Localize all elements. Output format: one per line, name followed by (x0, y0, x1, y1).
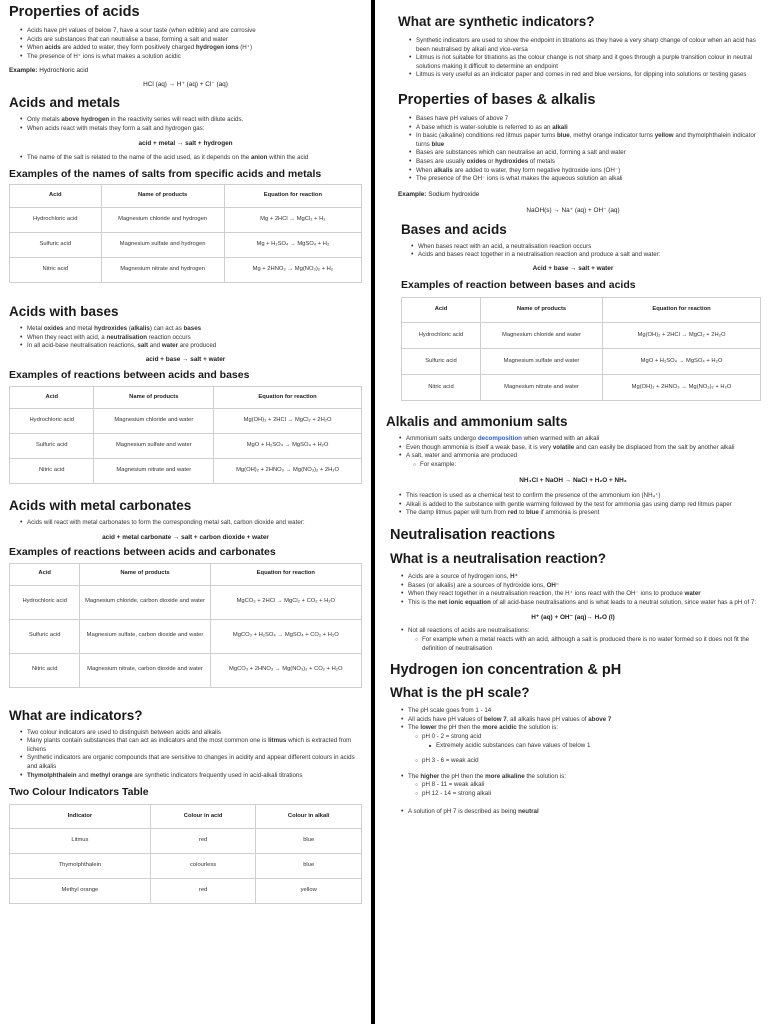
table-header: Name of products (80, 563, 210, 585)
sub-list-example (386, 461, 760, 470)
table-header: Name of products (94, 386, 214, 408)
list-item: • Acids will react with metal carbonates to form the corresponding metal salt, carbon dioxide and water: (21, 519, 362, 528)
list-item: • This reaction is used as a chemical test to confirm the presence of the ammonium ion (NH₄⁺) (400, 492, 760, 501)
table-header: Acid (10, 185, 102, 208)
list-item: • Bases (or alkalis) are a sources of hydroxide ions, OH⁻ (402, 582, 760, 591)
salts-table (9, 184, 362, 283)
list-item: • A salt, water and ammonia are produced (400, 452, 760, 461)
table-header: Acid (10, 563, 80, 585)
list-item: ○ For example when a metal reacts with an acid, although a salt is produced there is no water formed so it does not fit the definition of neutralisation (416, 636, 760, 653)
list-item: • The pH scale goes from 1 - 14 (402, 707, 760, 716)
left-column (0, 0, 370, 1024)
heading-carbonates-table: Examples of reactions between acids and carbonates (9, 545, 276, 558)
heading-indicators-table: Two Colour Indicators Table (9, 786, 149, 799)
table-header: Colour in alkali (256, 805, 362, 829)
list-item: • The damp litmus paper will turn from red to blue if ammonia is present (400, 509, 760, 518)
table-header: Acid (402, 297, 481, 322)
list-indicators (9, 729, 362, 781)
table-header: Equation for reaction (224, 185, 361, 208)
list-not-neutralisation (386, 627, 760, 636)
list-item: ○ pH 0 - 2 = strong acid (416, 733, 760, 742)
table-row: Nitric acid Magnesium nitrate and water Mg(OH)₂ + 2HNO₃ → Mg(NO₃)₂ + 2H₂O (10, 458, 362, 483)
list-item: • All acids have pH values of below 7, all alkalis have pH values of above 7 (402, 716, 760, 725)
table-header: Equation for reaction (210, 563, 361, 585)
list-item: ○ pH 3 - 6 = weak acid (416, 757, 760, 766)
table-header: Name of products (101, 185, 224, 208)
bases-acids-table (401, 297, 761, 401)
list-item: • When acids are added to water, they form positively charged hydrogen ions (H⁺) (21, 44, 362, 53)
equation-acid-metal: acid + metal → salt + hydrogen (138, 139, 233, 147)
heading-what-are-indicators: What are indicators? (9, 707, 143, 723)
list-item: • Ammonium salts undergo decomposition when warmed with an alkali (400, 435, 760, 444)
table-header: Colour in acid (150, 805, 256, 829)
equation-naoh: NaOH(s) → Na⁺ (aq) + OH⁻ (aq) (526, 206, 620, 214)
list-item: ○ For example: (414, 461, 760, 470)
table-header: Indicator (10, 805, 151, 829)
list-item: • Acids and bases react together in a neutralisation reaction and produce a salt and water: (412, 251, 760, 260)
list-item: • Acids have pH values of below 7, have a sour taste (when edible) and are corrosive (21, 27, 362, 36)
table-row: Methyl orange red yellow (10, 879, 362, 904)
sub-list-extreme (386, 742, 760, 751)
list-item: • Litmus is not suitable for titrations as the colour change is not sharp and it goes through a purple transition colour in neutral solutions making it difficult to determine an endpoint (410, 54, 760, 71)
table-header: Equation for reaction (603, 297, 761, 322)
heading-synthetic-indicators: What are synthetic indicators? (398, 14, 595, 29)
sub-list-weak-acid (386, 757, 760, 766)
table-header: Equation for reaction (214, 386, 362, 408)
list-ammonium (386, 435, 760, 461)
list-neutralisation (386, 573, 760, 607)
heading-bases-acids-table: Examples of reaction between bases and acids (401, 278, 636, 291)
decomposition-link[interactable]: decomposition (477, 434, 522, 442)
list-higher-ph (386, 773, 760, 782)
table-row: Nitric acid Magnesium nitrate and hydrogen Mg + 2HNO₃ → Mg(NO₃)₂ + H₂ (10, 258, 362, 283)
list-item: ○ pH 12 - 14 = strong alkali (416, 790, 760, 799)
acids-bases-table (9, 386, 362, 484)
sub-list-alkali-ranges (386, 781, 760, 798)
heading-ph-scale: What is the pH scale? (390, 685, 530, 701)
indicators-table (9, 804, 362, 904)
list-properties-of-acids (9, 27, 362, 61)
list-item: • When bases react with an acid, a neutralisation reaction occurs (412, 243, 760, 252)
right-column (378, 0, 768, 1024)
equation-net-ionic: H⁺ (aq) + OH⁻ (aq)→ H₂O (l) (531, 614, 615, 622)
equation-acid-carbonate: acid + metal carbonate → salt + carbon dioxide + water (102, 533, 269, 541)
heading-what-is-neutralisation: What is a neutralisation reaction? (390, 551, 607, 567)
list-item: • Litmus is very useful as an indicator paper and comes in red and blue versions, for dipping into solutions or testing gases (410, 71, 760, 80)
heading-bases-table: Examples of reactions between acids and bases (9, 368, 250, 381)
list-item: • Bases are substances which can neutralise an acid, forming a salt and water (410, 149, 760, 158)
list-item: • Only metals above hydrogen in the reactivity series will react with dilute acids. (21, 116, 362, 125)
table-row: Thymolphthalein colourless blue (10, 854, 362, 879)
heading-hydrogen-ion-ph: Hydrogen ion concentration & pH (390, 662, 622, 679)
list-neutral (386, 808, 760, 817)
heading-bases-and-acids: Bases and acids (401, 221, 507, 237)
equation-base-acid: Acid + base → salt + water (532, 264, 614, 272)
table-row: Hydrochloric acid Magnesium chloride and hydrogen Mg + 2HCl → MgCl₂ + H₂ (10, 208, 362, 233)
table-row: Sulfuric acid Magnesium sulfate and water MgO + H₂SO₄ → MgSO₄ + H₂O (402, 348, 761, 374)
heading-salts-table: Examples of the names of salts from specific acids and metals (9, 168, 322, 181)
list-item: • The lower the pH then the more acidic the solution is: (402, 724, 760, 733)
list-item: • When they react with acid, a neutralisation reaction occurs (21, 334, 362, 343)
list-item: • In basic (alkaline) conditions red litmus paper turns blue, methyl orange indicator turns yellow and thymolphthalein indicator turns blue (410, 132, 760, 149)
list-item: • Acids are a source of hydrogen ions, H⁺ (402, 573, 760, 582)
list-properties-of-bases (386, 115, 760, 184)
table-row: Hydrochloric acid Magnesium chloride and water Mg(OH)₂ + 2HCl → MgCl₂ + 2H₂O (10, 408, 362, 433)
list-ammonium-test (386, 492, 760, 518)
list-item: • Two colour indicators are used to distinguish between acids and alkalis (21, 729, 362, 738)
heading-acids-and-metals: Acids and metals (9, 95, 121, 111)
list-item: • When they react together in a neutralisation reaction, the H⁺ ions react with the OH⁻ ions to produce water (402, 590, 760, 599)
list-item: • In all acid-base neutralisation reactions, salt and water are produced (21, 342, 362, 351)
list-synthetic-indicators (386, 37, 760, 80)
list-item: • Even though ammonia is itself a weak base, it is very volatile and can easily be displaced from the salt by another alkali (400, 444, 760, 453)
list-acids-carbonates (9, 519, 362, 528)
list-item: • Bases have pH values of above 7 (410, 115, 760, 124)
list-item: • A base which is water-soluble is referred to as an alkali (410, 124, 760, 133)
heading-properties-of-acids: Properties of acids (9, 4, 140, 20)
list-item: • Acids are substances that can neutralise a base, forming a salt and water (21, 36, 362, 45)
carbonates-table (9, 563, 362, 688)
heading-neutralisation: Neutralisation reactions (390, 527, 556, 544)
list-item: ○ pH 8 - 11 = weak alkali (416, 781, 760, 790)
heading-acids-with-carbonates: Acids with metal carbonates (9, 497, 192, 513)
equation-acid-base: acid + base → salt + water (145, 355, 226, 363)
equation-ammonium: NH₄Cl + NaOH → NaCl + H₂O + NH₃ (519, 477, 627, 485)
list-item: • Not all reactions of acids are neutralisations: (402, 627, 760, 636)
list-item: • Many plants contain substances that can act as indicators and the most common one is litmus which is extracted from lichens (21, 737, 362, 754)
heading-alkalis-ammonium: Alkalis and ammonium salts (386, 413, 568, 429)
heading-properties-of-bases: Properties of bases & alkalis (398, 91, 596, 108)
table-row: Nitric acid Magnesium nitrate, carbon dioxide and water MgCO₃ + 2HNO₃ → Mg(NO₃)₂ + CO₂ + H₂O (10, 653, 362, 687)
list-item: • The name of the salt is related to the name of the acid used, as it depends on the anion within the acid (21, 154, 362, 163)
column-divider (371, 0, 375, 1024)
table-row: Hydrochloric acid Magnesium chloride and water Mg(OH)₂ + 2HCl → MgCl₂ + 2H₂O (402, 322, 761, 348)
list-item: • Synthetic indicators are organic compounds that are sensitive to changes in acidity and appear different colours in acids and alkalis (21, 754, 362, 771)
sub-list-metal-example (386, 636, 760, 653)
list-item: • The presence of the OH⁻ ions is what makes the aqueous solution an alkali (410, 175, 760, 184)
list-item: • When alkalis are added to water, they form negative hydroxide ions (OH⁻) (410, 167, 760, 176)
list-item: • This is the net ionic equation of all acid-base neutralisations and is what leads to a neutral solution, since water has a pH of 7: (402, 599, 760, 608)
list-item: • Bases are usually oxides or hydroxides of metals (410, 158, 760, 167)
list-item: • The higher the pH then the more alkaline the solution is: (402, 773, 760, 782)
equation-hcl: HCl (aq) → H⁺ (aq) + Cl⁻ (aq) (143, 81, 228, 89)
list-item: • When acids react with metals they form a salt and hydrogen gas: (21, 125, 362, 134)
list-item: • Synthetic indicators are used to show the endpoint in titrations as they have a very sharp change of colour when an acid has been neutralised by alkali and vice-versa (410, 37, 760, 54)
list-bases-and-acids (386, 243, 760, 260)
list-item: • Alkali is added to the substance with gentle warming followed by the test for ammonia gas using damp red litmus paper (400, 501, 760, 510)
sub-list-acid-ranges (386, 733, 760, 742)
table-header: Name of products (480, 297, 602, 322)
list-item: • The presence of H⁺ ions is what makes a solution acidic (21, 53, 362, 62)
table-row: Sulfuric acid Magnesium sulfate, carbon dioxide and water MgCO₃ + H₂SO₄ → MgSO₄ + CO₂ + H₂O (10, 619, 362, 653)
list-item: • Thymolphthalein and methyl orange are synthetic indicators frequently used in acid-alkali titrations (21, 772, 362, 781)
table-row: Sulfuric acid Magnesium sulfate and water MgO + H₂SO₄ → MgSO₄ + H₂O (10, 433, 362, 458)
list-item: ■ Extremely acidic substances can have values of below 1 (430, 742, 760, 751)
table-row: Litmus red blue (10, 829, 362, 854)
list-item: • Metal oxides and metal hydroxides (alkalis) can act as bases (21, 325, 362, 334)
table-row: Sulfuric acid Magnesium sulfate and hydrogen Mg + H₂SO₄ → MgSO₄ + H₂ (10, 233, 362, 258)
list-salt-name (9, 154, 362, 163)
table-header: Acid (10, 386, 94, 408)
list-acids-with-bases (9, 325, 362, 351)
example-line: Example: Hydrochloric acid (9, 67, 89, 75)
table-row: Hydrochloric acid Magnesium chloride, carbon dioxide and water MgCO₃ + 2HCl → MgCl₂ + CO₂ + H₂O (10, 585, 362, 619)
list-acids-and-metals (9, 116, 362, 133)
list-item: • A solution of pH 7 is described as being neutral (402, 808, 760, 817)
heading-acids-with-bases: Acids with bases (9, 304, 119, 320)
list-ph-scale (386, 707, 760, 733)
example-line: Example: Sodium hydroxide (398, 190, 480, 198)
table-row: Nitric acid Magnesium nitrate and water Mg(OH)₂ + 2HNO₃ → Mg(NO₃)₂ + H₂O (402, 374, 761, 400)
